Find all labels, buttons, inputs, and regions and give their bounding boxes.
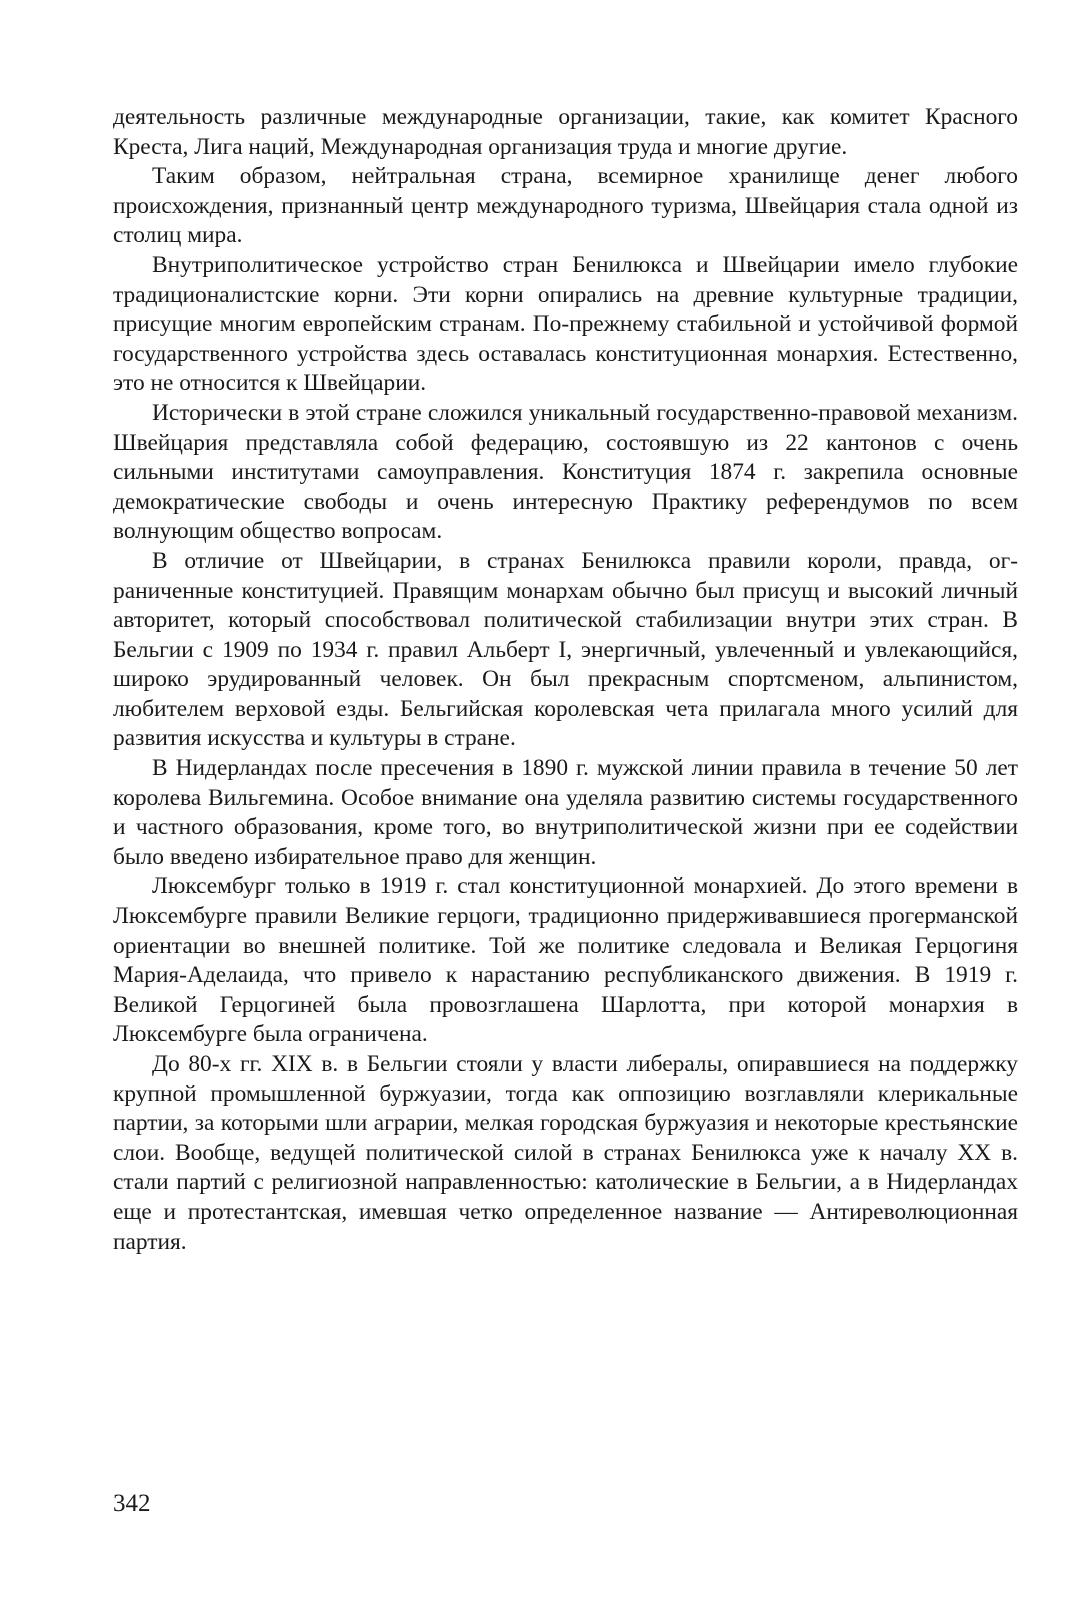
page-number: 342 <box>113 1490 151 1517</box>
paragraph-internal-politics: Внутриполитическое устройство стран Бенилюкса и Швейцарии имело глубокие традиционалистские корни. Эти корни опирались на древние культурные традиции, присущие многим европейским странам. По-прежнему стабильной и устойчивой формой государственного устройства здесь оставалась конституционная монархия. Естественно, это не относится к Швейцарии. <box>113 251 1018 397</box>
paragraph-switzerland-capital: Таким образом, нейтральная страна, всемирное хранилище денег любого происхождения, признанный центр международного туризма, Швейцария стала одной из столиц мира. <box>113 163 1018 249</box>
paragraph-benelux-kings: В отличие от Швейцарии, в странах Бенилюкса правили короли, правда, ограниченные конституцией. Правящим монархам обычно был присущ и высокий личный авторитет, который способствовал политической стабилизации внутри этих стран. В Бельгии с 1909 по 1934 г. правил Альберт I, энергичный, увлеченный и увлекающийся, широко эрудированный человек. Он был прекрасным спортсменом, альпинистом, любителем верховой езды. Бельгийская королевская чета прилагала много усилий для развития искусства и культуры в стране. <box>113 547 1018 752</box>
body-text <box>113 103 1018 1257</box>
paragraph-swiss-mechanism: Исторически в этой стране сложился уникальный государственно-правовой механизм. Швейцария представляла собой федерацию, состоявшую из 22 кантонов с очень сильными институтами самоуправления. Конституция 1874 г. закрепила основные демократические свободы и очень интересную Практику референдумов по всем волнующим общество вопросам. <box>113 399 1018 545</box>
paragraph-belgium-parties: До 80-х гг. XIX в. в Бельгии стояли у власти либералы, опиравшиеся на поддержку крупной промышленной буржуазии, тогда как оппозицию возглавляли клерикальные партии, за которыми шли аграрии, мелкая городская буржуазия и некоторые крестьянские слои. Вообще, ведущей политической силой в странах Бенилюкса уже к началу XX в. стали партий с религиозной направленностью: католические в Бельгии, а в Нидерландах еще и протестантская, имевшая четко определенное название — Антиреволюционная партия. <box>113 1051 1018 1255</box>
paragraph-continuation: деятельность различные международные организации, такие, как комитет Красного Креста, Лига наций, Международная организация труда и многие другие. <box>113 104 1018 160</box>
paragraph-netherlands: В Нидерландах после пресечения в 1890 г. мужской линии правила в течение 50 лет королева Вильгемина. Особое внимание она уделяла развитию системы государственного и частного образования, кроме того, во внутриполитической жизни при ее содействии было введено избирательное право для женщин. <box>113 755 1018 870</box>
paragraph-luxembourg: Люксембург только в 1919 г. стал конституционной монархией. До этого времени в Люксембурге правили Великие герцоги, традиционно придерживавшиеся прогерманской ориентации во внешней политике. Той же политике следовала и Великая Герцогиня Мария-Аделаида, что привело к нарастанию республиканского движения. В 1919 г. Великой Герцогиней была провозглашена Шарлотта, при которой монархия в Люксембурге была ограничена. <box>113 873 1018 1048</box>
